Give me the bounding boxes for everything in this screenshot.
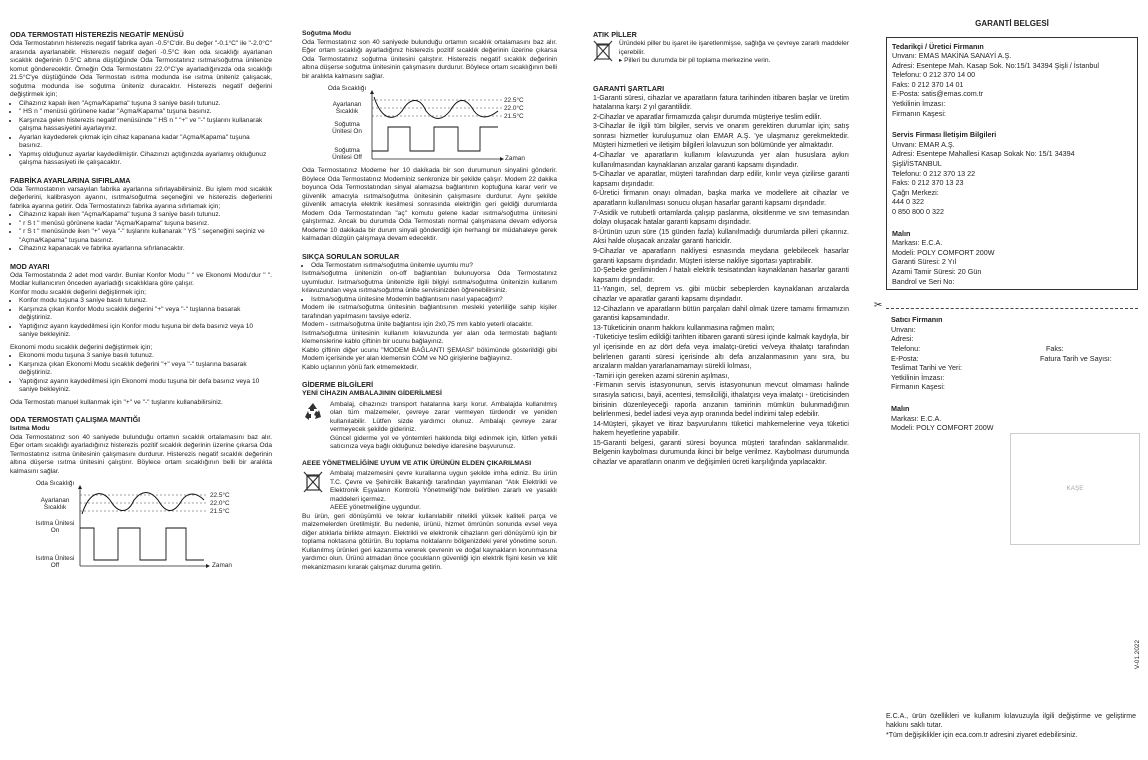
stamp-label: KAŞE bbox=[1066, 484, 1084, 492]
product-line: Bandrol ve Seri No: bbox=[892, 276, 955, 286]
product-line: Azami Tamir Süresi: 20 Gün bbox=[892, 266, 982, 276]
stamp-box bbox=[1010, 433, 1140, 545]
service-line: Çağrı Merkezi: bbox=[892, 187, 939, 197]
hysteresis-negative-text: Oda Termostatının histerezis negatif fabrika ayarı -0.5°C'dir. Bu değer "-0.1°C" ile "-2.0°C" arasında ayarlanabilir. Histerezis negatif değeri -0.5°C iken oda sıcaklığı ayarlanan sıcaklık değerinin 0.5°C altına düştüğünde Oda Termostatınız ısıtma/soğutma ünitenize komut gönderecektir. Örneğin Oda Termostatını 22.0°C'ye ayarladığınızda oda sıcaklığı 21.5°C'ye düştüğünde Oda Termostatı ısıtma modunda ise ısıtma üniteniz çalışacak, soğutma modunda ise soğutma üniteniz duracaktır. Histerezis negatif değerini değiştirmek için; bbox=[10, 40, 272, 98]
cooling-chart bbox=[302, 85, 557, 167]
faq-answer: Isıtma/soğutma ünitesinin kullanım kılavuzunda yer alan oda termostatı bağlantı klemenslerine kablo çiftinin bir ucunu bağlayınız. bbox=[302, 329, 557, 345]
warranty-terms-title: GARANTİ ŞARTLARI bbox=[593, 83, 665, 93]
service-line: 0 850 800 0 322 bbox=[892, 207, 944, 216]
packaging-disposal-text: Ambalaj, cihazınızı transport hatalarına karşı korur. Ambalajda kullanılmış olan tüm malzemeler, çevreye zarar vermeyen türdendir ve yeniden kullanılabilir. Lütfen sizde yardımcı olunuz. Ambalajı çevreye zarar vermeyecek şekilde gideriniz. bbox=[330, 400, 557, 433]
faq-answer: Isıtma/soğutma ünitenizin on-off bağlantıları bulunuyorsa Oda Termostatınız uyumludur. Isıtma/soğutma ünitenizle ilgili bilgiyi ısıtma/soğutma ünitenizin kullanım kılavuzundan veya ısıtma/soğutma ünite servisinizden öğrenebilirsiniz. bbox=[302, 270, 557, 294]
list-item: 15-Garanti belgesi, garanti süresi boyunca müşteri tarafından saklanmalıdır. Belgenin kaybolması durumunda ikinci bir belge verilmez. Kaybolması durumunda cihazlar ve aparatların onarım ve değişimleri ücreti karşılığında yapılacaktır. bbox=[593, 439, 849, 467]
list-item: 8-Ürünün uzun süre (15 günden fazla) kullanılmadığı durumlarda pilleri çıkarınız. Aksi halde oluşacak arızalar garanti haricidir. bbox=[593, 228, 849, 246]
manual-use-text: Oda Termostatı manuel kullanmak için "+" ve "-" tuşlarını kullanabilirsiniz. bbox=[10, 398, 223, 406]
warranty-terms-list bbox=[593, 94, 849, 468]
dealer-email-label: E-Posta: bbox=[891, 353, 919, 363]
packaging-disposal-subtitle: YENİ CİHAZIN AMBALAJININ GİDERİLMESİ bbox=[302, 390, 442, 397]
temp-22-0: 22.0°C bbox=[504, 105, 524, 112]
weee-block bbox=[302, 470, 557, 513]
economy-mode-steps bbox=[10, 352, 272, 395]
faq-question: • Oda Termostatım ısıtma/soğutma ünitemle uyumlu mu? bbox=[311, 262, 557, 271]
waste-battery-text: Üründeki piller bu işaret ile işaretlenmişse, sağlığa ve çevreye zararlı maddeler içerebilir. bbox=[619, 40, 849, 56]
factory-reset-steps bbox=[10, 211, 272, 254]
list-item: -Firmanın servis istasyonunun, servis istasyonunun mevcut olmaması halinde sırasıyla satıcısı, bayii, acentesi, temsilciliği, ithalatçısı veya imalatçı - üreticisinden birisinin düzenleyeceği raporla arızanın tamirinin mümkün bulunmadığının belirlenmesi, bedel iadesi veya ayıp oranında bedel indirimi talep edebilir. bbox=[593, 382, 849, 419]
temp-22-5: 22.5°C bbox=[504, 97, 524, 104]
manufacturer-line: Telefonu: 0 212 370 14 00 bbox=[892, 70, 976, 80]
footer-note-2: *Tüm değişiklikler için eca.com.tr adresini ziyaret edebilirsiniz. bbox=[886, 731, 1078, 739]
faq-answer: Kablo uçlarının yönü fark etmemektedir. bbox=[302, 363, 419, 371]
column-3 bbox=[593, 30, 849, 468]
waste-battery-block bbox=[593, 40, 849, 66]
set-temp-label: Ayarlanan Sıcaklık bbox=[40, 497, 70, 511]
footer-note: E.C.A., ürün özellikleri ve kullanım kılavuzuyla ilgili değiştirme ve geliştirme hakkını saklı tutar. bbox=[886, 713, 1136, 730]
product-line-2: Modeli: POLY COMFORT 200W bbox=[891, 423, 994, 433]
list-item: • " r S t " menüsünde iken "+" veya "-" tuşlarını kullanarak " YS " seçeneğini seçiniz ve "Açma/Kapama" tuşuna basınız. bbox=[19, 228, 272, 245]
list-item: -Tüketiciye teslim edildiği tarihten itibaren garanti süresi içinde kalmak kaydıyla, bir yıl içerisinde en az dört defa veya imalatçı-üretici ve/veya ithalatçı tarafından belirlenen garanti süresi içerisinde altı defa arızalanmasının yanı sıra, bu arızaların maldan yararlanamamayı sürekli kılması, bbox=[593, 334, 849, 371]
dealer-section bbox=[886, 315, 1138, 492]
list-item: 12-Cihazların ve aparatların bütün parçaları dahil olmak üzere tamamı firmamızın garantisi kapsamındadır. bbox=[593, 305, 849, 323]
modem-info-text: Oda Termostatınız Modeme her 10 dakikada bir son durumunun sinyalini gönderir. Böylece Oda Termostatınız Modeminiz senkronize bir şekilde çalışır. Modem 22 dakika boyunca Oda Termostatından sinyal alamazsa bağlantının koptuğuna karar verir ve güvenlik amacıyla ısıtma/soğutma ünitesinin çalışmasını durdurur. Aynı şekilde güvenlik amacıyla elektrik kesilmesi sonrasında elektriğin geri geldiği durumlarda Modem Oda Termostatından "aç" komutu gelene kadar ısıtma/soğutma ünitesini çalıştırmaz. Ancak bu durumda Oda Termostatı normal çalışmasına devam ediyorsa Modeme 10 dakikada bir durum sinyali gönderdiği için herhangi bir müdahaleye gerek kalmadan düzgün çalışmaya devam edecektir. bbox=[302, 167, 557, 242]
weee-title: AEEE YÖNETMELİĞİNE UYUM VE ATIK ÜRÜNÜN ELDEN ÇIKARILMASI bbox=[302, 459, 532, 467]
manufacturer-line: E-Posta: satis@emas.com.tr bbox=[892, 89, 984, 99]
temp-21-5: 21.5°C bbox=[210, 508, 230, 515]
disposal-title: GİDERME BİLGİLERİ bbox=[302, 380, 374, 389]
manufacturer-title: Tedarikçi / Üretici Firmanın bbox=[892, 41, 984, 51]
list-item: • " r S t " menüsü görünene kadar "Açma/Kapama" tuşuna basınız. bbox=[19, 220, 272, 229]
weee-text-3: Bu ürün, geri dönüşümlü ve tekrar kullanılabilir nitelikli yüksek kaliteli parça ve malzemelerden üretilmiştir. Bu nedenle, ürünü, hizmet ömrünün sonunda evsel veya diğer atıklarla birlikte atmayın. Elektrikli ve elektronik cihazların geri dönüşümü için bir toplama noktasına götürün. Bu toplama noktalarını bölgenizdeki yerel yönetime sorun. Kullanılmış ürünleri geri kazanıma vererek çevrenin ve doğal kaynakların korunmasına yardımcı olun. Ürünü atmadan önce çocukların güvenliği için elektrik fişini kesin ve kilit mekanizmasını kırarak çalışmaz duruma getirin. bbox=[302, 512, 557, 571]
dealer-phone-label: Telefonu: bbox=[891, 343, 921, 353]
room-temp-label: Oda Sıcaklığı bbox=[35, 480, 75, 487]
packaging-disposal-text-2: Güncel giderme yol ve yöntemleri hakkında bilgi edinmek için, lütfen yetkili satıcınıza veya bağlı olduğunuz belediye idaresine başvurunuz. bbox=[330, 434, 557, 450]
mode-setting-text: Oda Termostatında 2 adet mod vardır. Bunlar Konfor Modu " " ve Ekonomi Modu'dur " ". Modlar kullanıcının önceden ayarladığı sıcaklıklara göre çalışır. bbox=[10, 271, 272, 287]
dealer-line: Adresi: bbox=[891, 334, 914, 344]
mode-setting-title: MOD AYARI bbox=[10, 261, 50, 271]
product-title: Malın bbox=[892, 228, 911, 238]
crossed-bin-icon bbox=[302, 470, 324, 494]
cooling-mode-text: Oda Termostatınız son 40 saniyede bulunduğu ortamın sıcaklık ortalamasını baz alır. Eğer ortam sıcaklığı ayarladığınız histerezis pozitif sıcaklık değerinin üzerine çıkarsa Oda Termostatınız soğutma ünitesini çalıştırır. Histerezis negatif sıcaklık değerinin altına düşerse soğutma ünitesinin çalışmasını durdurur. Böylece ortam sıcaklığının belli bir aralıkta kalmasını sağlar. bbox=[302, 38, 557, 80]
list-item: 5-Cihazlar ve aparatlar, müşteri tarafından darp edilir, kırılır veya çizilirse garanti kapsamı dışındadır. bbox=[593, 171, 849, 188]
comfort-mode-steps bbox=[10, 297, 272, 340]
dealer-title: Satıcı Firmanın bbox=[891, 315, 943, 325]
service-line: Telefonu: 0 212 370 13 22 bbox=[892, 168, 976, 178]
list-item: • Konfor modu tuşuna 3 saniye basılı tutunuz. bbox=[19, 297, 272, 306]
dealer-fax-label: Faks: bbox=[1046, 343, 1064, 353]
column-2 bbox=[302, 30, 557, 572]
list-item: 14-Müşteri, şikayet ve itiraz başvurularını tüketici mahkemelerine veya tüketici hakem heyetlerine yapabilir. bbox=[593, 420, 849, 438]
dealer-line bbox=[891, 354, 1133, 364]
economy-mode-intro: Ekonomi modu sıcaklık değerini değiştirmek için; bbox=[10, 343, 153, 351]
time-label: Zaman bbox=[505, 155, 525, 162]
list-item: 1-Garanti süresi, cihazlar ve aparatların fatura tarihinden itibaren başlar ve üretim hatalarına karşı 2 yıl garantilidir. bbox=[593, 94, 849, 112]
heating-mode-text: Oda Termostatınız son 40 saniyede bulunduğu ortamın sıcaklık ortalamasını baz alır. Eğer ortam sıcaklığı ayarladığınız histerezis pozitif sıcaklık değerinin üzerine çıkarsa Oda Termostatınız ısıtma ünitesinin çalışmasını durdurur. Histerezis negatif sıcaklık değerinin altına düşerse ısıtma ünitesini çalıştırır. Böylece ortam sıcaklığının belli bir aralıkta kalmasını sağlar. bbox=[10, 433, 272, 475]
temp-22-5: 22.5°C bbox=[210, 492, 230, 499]
invoice-label: Fatura Tarih ve Sayısı: bbox=[1040, 353, 1112, 363]
faq-q2 bbox=[302, 296, 557, 305]
version-label: V-01.2022 bbox=[1134, 640, 1141, 670]
faq-q1 bbox=[302, 262, 557, 271]
list-item: • Karşınıza çıkan Konfor Modu sıcaklık değerini "+" veya "-" tuşlarına basarak değiştiriniz. bbox=[19, 306, 272, 323]
set-temp-label: Ayarlanan Sıcaklık bbox=[332, 101, 362, 115]
faq-title: SIKÇA SORULAN SORULAR bbox=[302, 251, 400, 261]
list-item: 11-Yangın, sel, deprem vs. gibi mücbir sebeplerden kaynaklanan arızalarda cihazlar ve aparatlar garanti kapsamı dışındadır. bbox=[593, 286, 849, 303]
temp-22-0: 22.0°C bbox=[210, 500, 230, 507]
list-item: • Ayarları kaydederek çıkmak için cihaz kapanana kadar "Açma/Kapama" tuşuna basınız. bbox=[19, 134, 272, 151]
warranty-certificate-title: GARANTİ BELGESİ bbox=[975, 19, 1049, 28]
list-item: • Cihazınız kapalı iken "Açma/Kapama" tuşuna 3 saniye basılı tutunuz. bbox=[19, 100, 272, 109]
manufacturer-line: Yetkilinin İmzası: bbox=[892, 99, 946, 109]
heat-off-label: Isıtma Ünitesi Off bbox=[35, 555, 75, 569]
list-item: 3-Cihazlar ile ilgili tüm bilgiler, servis ve onarım gerektiren durumlar için; satış sonrası hizmetler kuruluşumuz olan EMAR A.Ş. 'ye ulaşmanız gerekmektedir. Müşteri hizmetleri ve iletişim bilgileri kılavuzun son bölümünde yer almaktadır. bbox=[593, 123, 849, 150]
factory-reset-text: Oda Termostatının varsayılan fabrika ayarlarına sıfırlayabilirsiniz. Bu işlem mod sıcaklık değerlerini, kalibrasyon ayarını, ısıtma/soğutma seçeneğini ve histerezis değerlerini fabrika ayarına getirir. Oda Termostatınızı fabrika ayarına sıfırlamak için; bbox=[10, 185, 272, 210]
crossed-bin-icon bbox=[593, 40, 613, 62]
product-line: Modeli: POLY COMFORT 200W bbox=[892, 247, 995, 257]
product-line-2: Markası: E.C.A. bbox=[891, 413, 942, 423]
list-item: • Cihazınız kapalı iken "Açma/Kapama" tuşuna 3 saniye basılı tutunuz. bbox=[19, 211, 272, 220]
faq-answer: Modem ile ısıtma/soğutma ünitesinin bağlantısının mesleki yeterliliğe sahip kişiler tarafından yapılmasını tavsiye ederiz. bbox=[302, 304, 557, 320]
manufacturer-line: Unvanı: EMAS MAKİNA SANAYİ A.Ş. bbox=[892, 51, 1012, 61]
working-logic-title: ODA TERMOSTATI ÇALIŞMA MANTIĞI bbox=[10, 415, 141, 424]
list-item: • Yaptığınız ayarın kaydedilmesi için Konfor modu tuşuna bir defa basınız veya 10 saniye bekleyiniz. bbox=[19, 323, 272, 340]
list-item: • Yaptığınız ayarın kaydedilmesi için Ekonomi modu tuşuna bir defa basınız veya 10 saniye bekleyiniz. bbox=[19, 378, 272, 395]
list-item: • " HS n " menüsü görünene kadar "Açma/Kapama" tuşuna basınız. bbox=[19, 108, 272, 117]
list-item: 9-Cihazlar ve aparatların nakliyesi esnasında meydana gelebilecek hasarlar garanti kapsamı dışındadır. Müşteri isterse nakliye sigortası yaptırabilir. bbox=[593, 248, 849, 265]
dealer-line: Yetkilinin İmzası: bbox=[891, 372, 945, 382]
room-temp-label: Oda Sıcaklığı bbox=[327, 85, 367, 92]
footer bbox=[886, 712, 1136, 740]
service-line: 444 0 322 bbox=[892, 197, 924, 207]
list-item: • Karşınıza gelen histerezis negatif menüsünde " HS n " "+" ve "-" tuşlarını kullanarak çalışma hassasiyetini ayarlayınız. bbox=[19, 117, 272, 134]
weee-text-2: AEEE yönetmeliğine uygundur. bbox=[330, 504, 421, 511]
scissors-icon: ✂ bbox=[874, 300, 883, 312]
faq-answer: Modem - ısıtma/soğutma ünite bağlantısı için 2x0,75 mm kablo yeterli olacaktır. bbox=[302, 321, 533, 328]
temp-21-5: 21.5°C bbox=[504, 113, 524, 120]
list-item: 4-Cihazlar ve aparatların kullanım kılavuzunda yer alan hususlara aykırı kullanılmasından kaynaklanan arızalar garanti kapsamı dışındadır. bbox=[593, 152, 849, 169]
product-title-2: Malın bbox=[891, 403, 910, 413]
recycle-icon bbox=[302, 401, 324, 423]
cool-on-label: Soğutma Ünitesi On bbox=[332, 121, 362, 135]
service-title: Servis Firması İletişim Bilgileri bbox=[892, 130, 997, 140]
weee-text-1: Ambalaj malzemesini çevre kurallarına uygun şekilde imha ediniz. Bu ürün T.C. Çevre ve Şehircilik Bakanlığı tarafından yayımlanan "Atık Elektrikli ve Elektronik Eşyaların Kontrolü Yönetmeliği"nde belirtilen zararlı ve yasaklı maddeleri içermez. bbox=[330, 470, 557, 503]
dealer-line: Teslimat Tarihi ve Yeri: bbox=[891, 363, 962, 373]
service-line: Unvanı: EMAR A.Ş. bbox=[892, 139, 955, 149]
service-line: Faks: 0 212 370 13 23 bbox=[892, 178, 964, 188]
heating-chart bbox=[10, 480, 272, 576]
product-line: Markası: E.C.A. bbox=[892, 238, 943, 248]
hysteresis-negative-title: ODA TERMOSTATI HİSTEREZİS NEGATİF MENÜSÜ bbox=[10, 30, 184, 39]
column-4 bbox=[874, 19, 1141, 739]
cut-line bbox=[874, 300, 1138, 312]
list-item: 2-Cihazlar ve aparatlar firmamızda çalışır durumda müşteriye teslim edilir. bbox=[593, 113, 822, 121]
time-label: Zaman bbox=[212, 562, 232, 569]
list-item: -Tamiri için gereken azami sürenin aşılması, bbox=[593, 372, 730, 380]
list-item: 13-Tüketicinin onarım hakkını kullanmasına rağmen malın; bbox=[593, 324, 775, 332]
list-item: 6-Üretici firmanın onayı olmadan, başka marka ve modellere ait cihazlar ve aparatların kullanılması sonucu oluşan hasarlar garanti kapsamı dışındadır. bbox=[593, 190, 849, 208]
heating-graph bbox=[10, 480, 210, 576]
manufacturer-line: Faks: 0 212 370 14 01 bbox=[892, 79, 964, 89]
list-item: 10-Şebeke geriliminden / hatalı elektrik tesisatından kaynaklanan hasarlar garanti kapsamı dışındadır. bbox=[593, 267, 849, 284]
list-item: • Karşınıza çıkan Ekonomi Modu sıcaklık değerini "+" veya "-" tuşlarına basarak değiştiriniz. bbox=[19, 361, 272, 378]
warranty-info-box bbox=[886, 37, 1138, 291]
comfort-mode-intro: Konfor modu sıcaklık değerini değiştirmek için; bbox=[10, 288, 146, 296]
dealer-line bbox=[891, 344, 1133, 354]
dealer-line: Unvanı: bbox=[891, 324, 916, 334]
dealer-line: Firmanın Kaşesi: bbox=[891, 382, 945, 392]
column-1 bbox=[10, 30, 272, 576]
cooling-mode-subtitle: Soğutma Modu bbox=[302, 30, 352, 37]
manufacturer-line: Firmanın Kaşesi: bbox=[892, 108, 946, 118]
factory-reset-title: FABRİKA AYARLARINA SIFIRLAMA bbox=[10, 175, 131, 185]
heating-mode-subtitle: Isıtma Modu bbox=[10, 425, 50, 432]
service-line: Adresi: Esentepe Mahallesi Kasap Sokak No: 15/1 34394 bbox=[892, 149, 1075, 159]
packaging-disposal-block bbox=[302, 401, 557, 452]
hysteresis-negative-steps bbox=[10, 100, 272, 168]
faq-answer: Kablo çiftinin diğer ucunu "MODEM BAĞLANTI ŞEMASI" bölümünde gösterildiği gibi Modem içerisinde yer alan klemensin COM ve NO girişlerine bağlayınız. bbox=[302, 346, 557, 362]
waste-battery-note: ▸ Pilleri bu durumda bir pil toplama merkezine verin. bbox=[619, 57, 771, 64]
cool-off-label: Soğutma Ünitesi Off bbox=[332, 147, 362, 161]
service-line: Şişli/İSTANBUL bbox=[892, 159, 942, 169]
heat-on-label: Isıtma Ünitesi On bbox=[35, 520, 75, 534]
list-item: • Cihazınız kapanacak ve fabrika ayarlarına sıfırlanacaktır. bbox=[19, 245, 272, 254]
faq-question: • Isıtma/soğutma ünitesine Modemin bağlantısını nasıl yapacağım? bbox=[311, 296, 557, 305]
manufacturer-line: Adresi: Esentepe Mah. Kasap Sok. No:15/1 34394 Şişli / İstanbul bbox=[892, 60, 1099, 70]
list-item: • Yapmış olduğunuz ayarlar kaydedilmiştir. Cihazınızı açtığınızda ayarlamış olduğunuz çalışma hassasiyeti ile çalışacaktır. bbox=[19, 151, 272, 168]
list-item: • Ekonomi modu tuşuna 3 saniye basılı tutunuz. bbox=[19, 352, 272, 361]
cooling-graph bbox=[302, 85, 504, 167]
waste-battery-title: ATIK PİLLER bbox=[593, 30, 637, 39]
list-item: 7-Asidik ve rutubetli ortamlarda çalışıp paslanma, oksitlenme ve sıvı temasından dolayı oluşacak hatalar garanti kapsamı dışındadır. bbox=[593, 209, 849, 227]
product-line: Garanti Süresi: 2 Yıl bbox=[892, 257, 957, 267]
